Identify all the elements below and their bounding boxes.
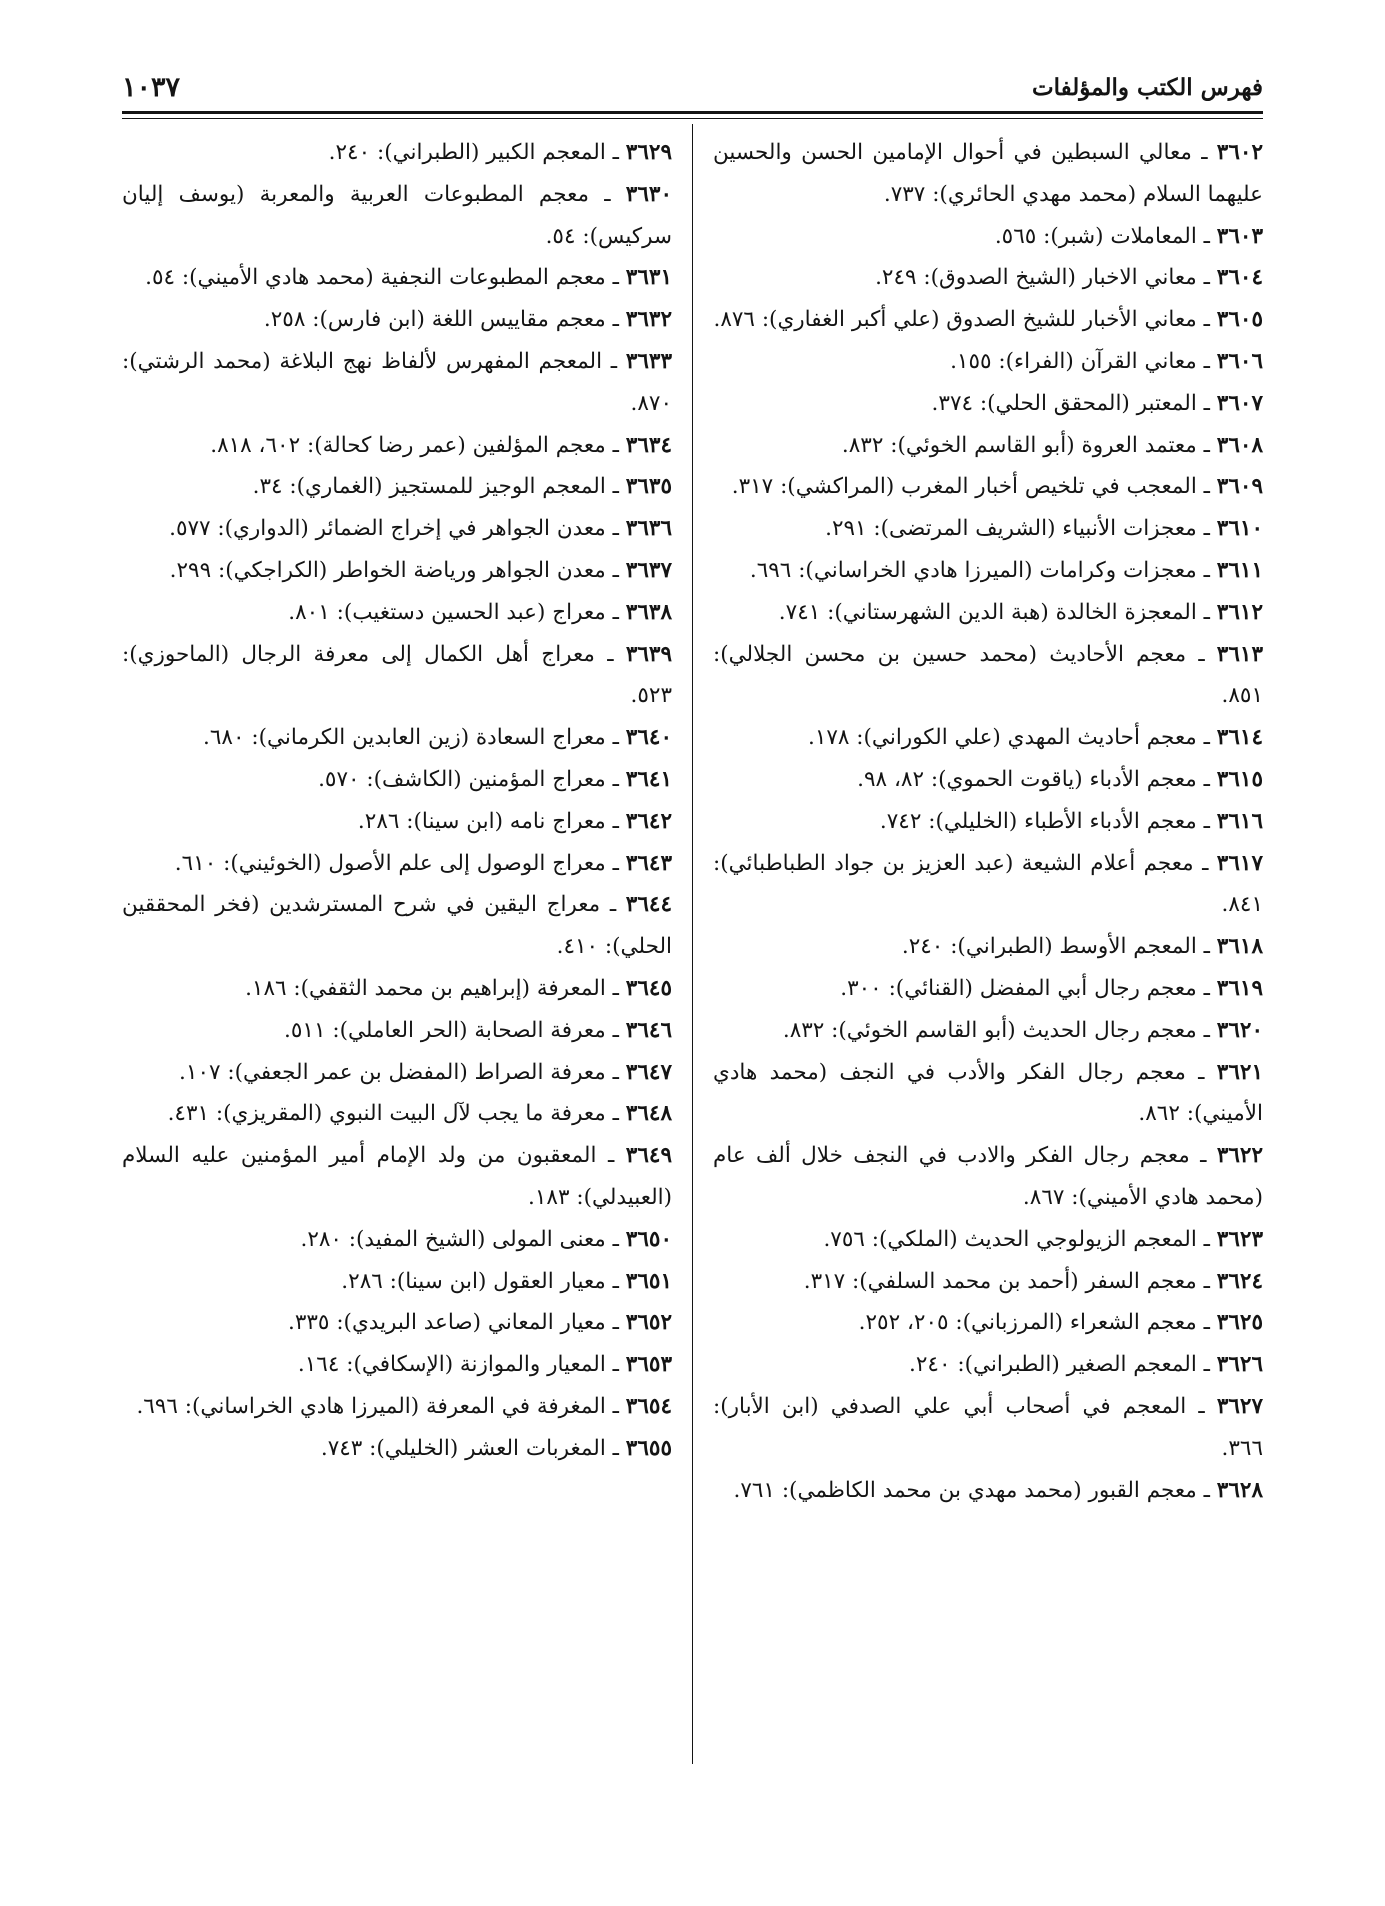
entry-number: ٣٦٢٦ (1216, 1352, 1263, 1378)
entry-number: ٣٦٥٤ (625, 1393, 672, 1419)
entry-separator: ـ (605, 307, 626, 333)
entry-text: معرفة الصحابة (الحر العاملي): ٥١١. (284, 1017, 606, 1043)
entry-separator: ـ (605, 1059, 626, 1085)
entry-separator: ـ (1185, 1059, 1217, 1085)
entry-separator: ـ (605, 557, 626, 583)
index-entry (713, 717, 1263, 759)
entry-text: معتمد العروة (أبو القاسم الخوئي): ٨٣٢. (841, 432, 1197, 458)
entry-separator: ـ (1196, 307, 1217, 333)
index-entry (713, 1302, 1263, 1344)
index-entry (713, 1010, 1263, 1052)
entry-number: ٣٦١٦ (1216, 808, 1263, 834)
entry-separator: ـ (1196, 1226, 1217, 1252)
entry-text: المعجم الوجيز للمستجيز (الغماري): ٣٤. (252, 474, 606, 500)
entry-separator: ـ (1196, 975, 1217, 1001)
index-entry (122, 1428, 672, 1470)
entry-number: ٣٦٥٢ (625, 1310, 672, 1336)
entry-text: المعيار والموازنة (الإسكافي): ١٦٤. (297, 1352, 606, 1378)
entry-text: المعجزة الخالدة (هبة الدين الشهرستاني): ٧٤١. (778, 599, 1197, 625)
index-entry (713, 634, 1263, 718)
entry-number: ٣٦٣٨ (625, 599, 672, 625)
entry-text: المعجم في أصحاب أبي علي الصدفي (ابن الأبار): ٣٦٦. (713, 1393, 1263, 1461)
entry-separator: ـ (1196, 934, 1217, 960)
entry-number: ٣٦٤١ (625, 766, 672, 792)
entry-separator: ـ (605, 850, 626, 876)
entry-separator: ـ (605, 766, 626, 792)
index-entry (713, 592, 1263, 634)
entry-separator: ـ (1186, 1393, 1217, 1419)
entry-separator: ـ (605, 1268, 626, 1294)
entry-separator: ـ (1196, 1352, 1217, 1378)
index-entry (713, 1386, 1263, 1470)
entry-separator: ـ (594, 641, 626, 667)
entry-text: معجم الأحاديث (محمد حسين بن محسن الجلالي): ٨٥١. (713, 641, 1263, 709)
entry-separator: ـ (589, 181, 626, 207)
header-rule-thick (122, 111, 1263, 114)
index-entry (713, 466, 1263, 508)
index-entry (122, 843, 672, 885)
entry-number: ٣٦٣٦ (625, 516, 672, 542)
entry-number: ٣٦٣٢ (625, 307, 672, 333)
entry-number: ٣٦٢٣ (1216, 1226, 1263, 1252)
entry-text: معراج اليقين في شرح المسترشدين (فخر المحققين الحلي): ٤١٠. (122, 892, 672, 960)
entry-text: المعجم الزيولوجي الحديث (الملكي): ٧٥٦. (823, 1226, 1197, 1252)
entry-text: المعجم المفهرس لألفاظ نهج البلاغة (محمد الرشتي): ٨٧٠. (122, 348, 672, 416)
entry-separator: ـ (1196, 265, 1217, 291)
entry-separator: ـ (1196, 808, 1217, 834)
entry-text: معراج أهل الكمال إلى معرفة الرجال (الماحوزي): ٥٢٣. (122, 641, 672, 709)
index-entry (122, 634, 672, 718)
index-entry (713, 508, 1263, 550)
entry-number: ٣٦٢٥ (1216, 1310, 1263, 1336)
entry-text: معجم المؤلفين (عمر رضا كحالة): ٦٠٢، ٨١٨. (210, 432, 606, 458)
entry-number: ٣٦٤٠ (625, 725, 672, 751)
entry-text: معجم القبور (محمد مهدي بن محمد الكاظمي): ٧٦١. (733, 1477, 1197, 1503)
index-entry (122, 299, 672, 341)
entry-separator: ـ (1196, 390, 1217, 416)
entry-number: ٣٦٢٢ (1216, 1143, 1264, 1169)
index-entry (122, 174, 672, 258)
entry-separator: ـ (1196, 474, 1217, 500)
index-entry (122, 257, 672, 299)
index-entry (122, 1135, 672, 1219)
header-rule-thin (122, 118, 1263, 119)
index-entry (122, 884, 672, 968)
entry-text: معجم المطبوعات العربية والمعربة (يوسف إليان سركيس): ٥٤. (122, 181, 672, 249)
entry-number: ٣٦١٤ (1216, 725, 1263, 751)
entry-separator: ـ (605, 516, 626, 542)
index-entry (122, 759, 672, 801)
entry-number: ٣٦٥٠ (625, 1226, 672, 1252)
entry-separator: ـ (605, 1393, 626, 1419)
entry-text: معراج السعادة (زين العابدين الكرماني): ٦٨٠. (203, 725, 606, 751)
index-entry (122, 717, 672, 759)
entry-number: ٣٦١١ (1216, 557, 1263, 583)
entry-text: معجم رجال الفكر والادب في النجف خلال ألف عام (محمد هادي الأميني): ٨٦٧. (713, 1143, 1263, 1210)
entry-text: المعرفة (إبراهيم بن محمد الثقفي): ١٨٦. (245, 975, 606, 1001)
index-entry (122, 968, 672, 1010)
entry-separator: ـ (1196, 432, 1217, 458)
entry-number: ٣٦٣٠ (625, 181, 672, 207)
entry-separator: ـ (605, 265, 626, 291)
index-entry (713, 926, 1263, 968)
index-entry (122, 1302, 672, 1344)
index-entry (122, 132, 672, 174)
entry-text: المعجم الكبير (الطبراني): ٢٤٠. (328, 140, 606, 165)
entry-number: ٣٦١٨ (1216, 934, 1263, 960)
entry-number: ٣٦٤٧ (625, 1059, 672, 1085)
entry-text: معاني الأخبار للشيخ الصدوق (علي أكبر الغفاري): ٨٧٦. (713, 307, 1197, 333)
entry-separator: ـ (1193, 850, 1217, 876)
entry-separator: ـ (605, 725, 626, 751)
entry-number: ٣٦٠٢ (1216, 140, 1263, 165)
index-entry (122, 508, 672, 550)
entry-number: ٣٦٥٣ (625, 1352, 672, 1378)
entry-separator: ـ (605, 1310, 626, 1336)
entry-number: ٣٦١٧ (1216, 850, 1263, 876)
entry-text: المعتبر (المحقق الحلي): ٣٧٤. (931, 390, 1197, 416)
index-entry (122, 801, 672, 843)
entry-text: معرفة الصراط (المفضل بن عمر الجعفي): ١٠٧. (179, 1059, 606, 1085)
entry-separator: ـ (605, 474, 626, 500)
index-entry (713, 257, 1263, 299)
entry-separator: ـ (1191, 140, 1217, 165)
entry-text: معجم رجال الفكر والأدب في النجف (محمد هادي الأميني): ٨٦٢. (713, 1059, 1263, 1127)
entry-text: معاني الاخبار (الشيخ الصدوق): ٢٤٩. (875, 265, 1197, 291)
entry-separator: ـ (1196, 223, 1217, 249)
running-title: فهرس الكتب والمؤلفات (1032, 74, 1263, 101)
entry-text: معالي السبطين في أحوال الإمامين الحسن والحسين عليهما السلام (محمد مهدي الحائري): ٧٣٧. (713, 140, 1263, 207)
index-entry (713, 1219, 1263, 1261)
entry-text: معجم الأدباء الأطباء (الخليلي): ٧٤٢. (879, 808, 1197, 834)
entry-separator: ـ (602, 348, 626, 374)
entry-separator: ـ (1196, 348, 1217, 374)
entry-number: ٣٦٣٤ (625, 432, 672, 458)
entry-separator: ـ (605, 432, 626, 458)
index-entry (713, 759, 1263, 801)
entry-separator: ـ (605, 140, 626, 165)
entry-separator: ـ (596, 1143, 626, 1169)
entry-text: المغربات العشر (الخليلي): ٧٤٣. (320, 1435, 606, 1461)
index-entry (713, 801, 1263, 843)
entry-number: ٣٦٤٣ (625, 850, 672, 876)
index-entry (713, 1344, 1263, 1386)
entry-number: ٣٦٣١ (625, 265, 672, 291)
entry-number: ٣٦١٠ (1216, 516, 1263, 542)
entry-separator: ـ (1196, 599, 1217, 625)
index-entry (713, 1135, 1263, 1219)
entry-number: ٣٦٢١ (1216, 1059, 1263, 1085)
entry-number: ٣٦٥٥ (625, 1435, 672, 1461)
entry-number: ٣٦١٩ (1216, 975, 1263, 1001)
entry-text: معراج المؤمنين (الكاشف): ٥٧٠. (318, 766, 606, 792)
entry-number: ٣٦٢٨ (1216, 1477, 1263, 1503)
entry-number: ٣٦٣٧ (625, 557, 672, 583)
entry-separator: ـ (1196, 1477, 1217, 1503)
entry-text: معدن الجواهر في إخراج الضمائر (الدواري): ٥٧٧. (169, 516, 606, 542)
entry-number: ٣٦٠٦ (1216, 348, 1263, 374)
entry-text: معراج نامه (ابن سينا): ٢٨٦. (357, 808, 606, 834)
entry-number: ٣٦٤٩ (625, 1143, 672, 1169)
entry-text: معجم أحاديث المهدي (علي الكوراني): ١٧٨. (807, 725, 1197, 751)
index-entry (713, 968, 1263, 1010)
page-number: ١٠٣٧ (122, 72, 181, 103)
entry-separator: ـ (605, 808, 626, 834)
index-entry (122, 425, 672, 467)
entry-number: ٣٦٠٩ (1216, 474, 1263, 500)
entry-number: ٣٦٤٨ (625, 1101, 672, 1127)
index-entry (713, 383, 1263, 425)
entry-separator: ـ (605, 1226, 626, 1252)
index-entry (122, 592, 672, 634)
entry-number: ٣٦١٥ (1216, 766, 1263, 792)
index-entry (122, 1093, 672, 1135)
index-entry (713, 550, 1263, 592)
entry-text: المعاملات (شبر): ٥٦٥. (994, 223, 1197, 249)
entry-text: معجم الأدباء (ياقوت الحموي): ٨٢، ٩٨. (857, 766, 1197, 792)
entry-text: معجم السفر (أحمد بن محمد السلفي): ٣١٧. (803, 1268, 1197, 1294)
entry-number: ٣٦٢٩ (625, 140, 672, 165)
index-entry (122, 550, 672, 592)
entry-separator: ـ (605, 599, 626, 625)
entry-separator: ـ (1196, 725, 1217, 751)
entry-text: معجم أعلام الشيعة (عبد العزيز بن جواد الطباطبائي): ٨٤١. (713, 850, 1263, 918)
entry-number: ٣٦٠٧ (1216, 390, 1263, 416)
page-header (122, 72, 1263, 112)
entry-text: معيار المعاني (صاعد البريدي): ٣٣٥. (287, 1310, 606, 1336)
entry-number: ٣٦١٣ (1216, 641, 1263, 667)
index-entry (713, 132, 1263, 216)
entry-separator: ـ (605, 1101, 626, 1127)
entry-number: ٣٦٢٧ (1216, 1393, 1264, 1419)
entry-number: ٣٦٣٩ (625, 641, 673, 667)
entry-text: معراج (عبد الحسين دستغيب): ٨٠١. (288, 599, 606, 625)
entry-separator: ـ (1196, 516, 1217, 542)
entry-text: المعجب في تلخيص أخبار المغرب (المراكشي): ٣١٧. (731, 474, 1197, 500)
index-entry (713, 1261, 1263, 1303)
entry-number: ٣٦٤٥ (625, 975, 672, 1001)
index-entry (122, 1344, 672, 1386)
index-entry (122, 1219, 672, 1261)
entry-text: معاني القرآن (الفراء): ١٥٥. (950, 348, 1197, 374)
entry-separator: ـ (605, 1017, 626, 1043)
index-entry (713, 843, 1263, 927)
index-entry (713, 299, 1263, 341)
entry-separator: ـ (1186, 641, 1217, 667)
entry-number: ٣٦٢٠ (1216, 1017, 1263, 1043)
entry-number: ٣٦٥١ (625, 1268, 672, 1294)
entry-text: معجم رجال أبي المفضل (القنائي): ٣٠٠. (840, 975, 1197, 1001)
entry-text: معجزات وكرامات (الميرزا هادي الخراساني): ٦٩٦. (749, 557, 1197, 583)
index-entry (122, 341, 672, 425)
index-entry (713, 425, 1263, 467)
entry-text: معجم مقاييس اللغة (ابن فارس): ٢٥٨. (263, 307, 606, 333)
entry-number: ٣٦١٢ (1216, 599, 1263, 625)
entry-separator: ـ (1196, 1017, 1217, 1043)
entry-number: ٣٦٠٣ (1216, 223, 1263, 249)
entry-separator: ـ (1189, 1143, 1217, 1169)
entry-text: معنى المولى (الشيخ المفيد): ٢٨٠. (300, 1226, 606, 1252)
entry-number: ٣٦٤٢ (625, 808, 672, 834)
index-entry (122, 466, 672, 508)
entry-text: معدن الجواهر ورياضة الخواطر (الكراجكي): ٢٩٩. (169, 557, 606, 583)
entry-separator: ـ (605, 1435, 626, 1461)
right-column (713, 132, 1263, 1511)
entry-separator: ـ (600, 892, 626, 918)
index-entry (713, 1470, 1263, 1512)
entry-separator: ـ (1196, 557, 1217, 583)
index-entry (122, 1261, 672, 1303)
entry-number: ٣٦٢٤ (1216, 1268, 1263, 1294)
index-entry (713, 216, 1263, 258)
index-entry (122, 1010, 672, 1052)
entry-number: ٣٦٠٥ (1216, 307, 1263, 333)
entry-text: المعجم الأوسط (الطبراني): ٢٤٠. (901, 934, 1197, 960)
entry-text: معيار العقول (ابن سينا): ٢٨٦. (341, 1268, 606, 1294)
entry-text: المعقبون من ولد الإمام أمير المؤمنين عليه السلام (العبيدلي): ١٨٣. (122, 1143, 672, 1210)
entry-separator: ـ (1196, 1268, 1217, 1294)
entry-separator: ـ (1196, 766, 1217, 792)
entry-text: معرفة ما يجب لآل البيت النبوي (المقريزي): ٤٣١. (167, 1101, 606, 1127)
entry-separator: ـ (605, 1352, 626, 1378)
left-column (122, 132, 672, 1470)
entry-number: ٣٦٤٤ (625, 892, 672, 918)
entry-text: معراج الوصول إلى علم الأصول (الخوئيني): ٦١٠. (174, 850, 606, 876)
entry-text: معجم رجال الحديث (أبو القاسم الخوئي): ٨٣٢. (782, 1017, 1197, 1043)
index-entry (122, 1386, 672, 1428)
entry-text: معجم المطبوعات النجفية (محمد هادي الأميني): ٥٤. (145, 265, 606, 291)
index-entry (122, 1052, 672, 1094)
entry-text: المعجم الصغير (الطبراني): ٢٤٠. (909, 1352, 1197, 1378)
entry-text: المغرفة في المعرفة (الميرزا هادي الخراساني): ٦٩٦. (136, 1393, 606, 1419)
column-divider (692, 124, 693, 1764)
entry-text: معجزات الأنبياء (الشريف المرتضى): ٢٩١. (825, 516, 1197, 542)
entry-number: ٣٦٤٦ (625, 1017, 672, 1043)
entry-text: معجم الشعراء (المرزباني): ٢٠٥، ٢٥٢. (858, 1310, 1197, 1336)
entry-number: ٣٦٣٣ (625, 348, 673, 374)
index-entry (713, 1052, 1263, 1136)
entry-separator: ـ (1196, 1310, 1217, 1336)
entry-number: ٣٦٣٥ (625, 474, 672, 500)
entry-number: ٣٦٠٨ (1216, 432, 1263, 458)
index-entry (713, 341, 1263, 383)
entry-separator: ـ (605, 975, 626, 1001)
entry-number: ٣٦٠٤ (1216, 265, 1263, 291)
